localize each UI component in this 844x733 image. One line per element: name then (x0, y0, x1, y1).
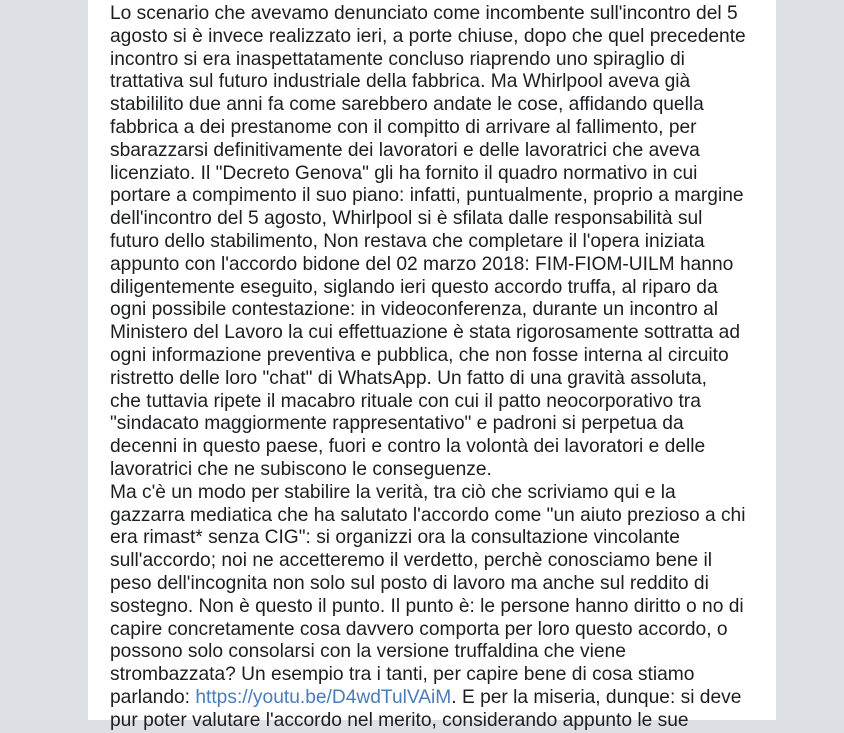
youtube-link[interactable]: https://youtu.be/D4wdTulVAiM (195, 686, 452, 708)
post-paragraph-1: Lo scenario che avevamo denunciato come incombente sull'incontro del 5 agosto si è invece realizzato ieri, a porte chiuse, dopo che quel precedente incontro si era inaspettatamente concluso riaprendo uno spiraglio di trattativa sul futuro industriale della fabbrica. Ma Whirlpool aveva già stabililito due anni fa come sarebbero andate le cose, affidando quella fabbrica a dei prestanome con il compitto di arrivare al fallimento, per sbarazzarsi definitivamente dei lavoratori e delle lavoratrici che aveva licenziato. Il "Decreto Genova" gli ha fornito il quadro normativo in cui portare a compimento il suo piano: infatti, puntualmente, proprio a margine dell'incontro del 5 agosto, Whirlpool si è sfilata dalle responsabilità sul futuro dello stabilimento, Non restava che completare il l'opera iniziata appunto con l'accordo bidone del 02 marzo 2018: FIM-FIOM-UILM hanno diligentemente eseguito, siglando ieri questo accordo truffa, al riparo da ogni possibile contestazione: in videoconferenza, durante un incontro al Ministero del Lavoro la cui effettuazione è stata rigorosamente sottratta ad ogni informazione preventiva e pubblica, che non fosse interna al circuito ristretto delle loro "chat" di WhatsApp. Un fatto di una gravità assoluta, che tuttavia ripete il macabro rituale con cui il patto neocorporativo tra "sindacato maggiormente rappresentativo" e padroni si perpetua da decenni in questo paese, fuori e contro la volontà dei lavoratori e delle lavoratrici che ne subiscono le conseguenze. (110, 3, 746, 480)
post-paragraph-2-text: Ma c'è un modo per stabilire la verità, tra ciò che scriviamo qui e la gazzarra mediatica che ha salutato l'accordo come "un aiuto prezioso a chi era rimast* senza CIG": si organizzi ora la consultazione vincolante sull'accordo; noi ne accetteremo il verdetto, perchè conosciamo bene il peso dell'incognita non solo sul posto di lavoro ma anche sul reddito di sostegno. Non è questo il punto. Il punto è: le persone hanno diritto o no di capire concretamente cosa davvero comporta per loro questo accordo, o possono solo consolarsi con la versione truffaldina che viene strombazzata? Un esempio tra i tanti, per capire bene di cosa stiamo parlando: (110, 481, 746, 708)
left-background-gutter (0, 0, 88, 720)
post-paragraph-2-continuation: . E per la miseria, dunque: si deve pur poter valutare l'accordo nel merito, considerando appunto le sue (110, 686, 742, 731)
post-card (88, 0, 776, 731)
post-paragraph-2 (110, 482, 770, 733)
right-background-gutter (776, 0, 844, 720)
post-body (110, 3, 770, 733)
